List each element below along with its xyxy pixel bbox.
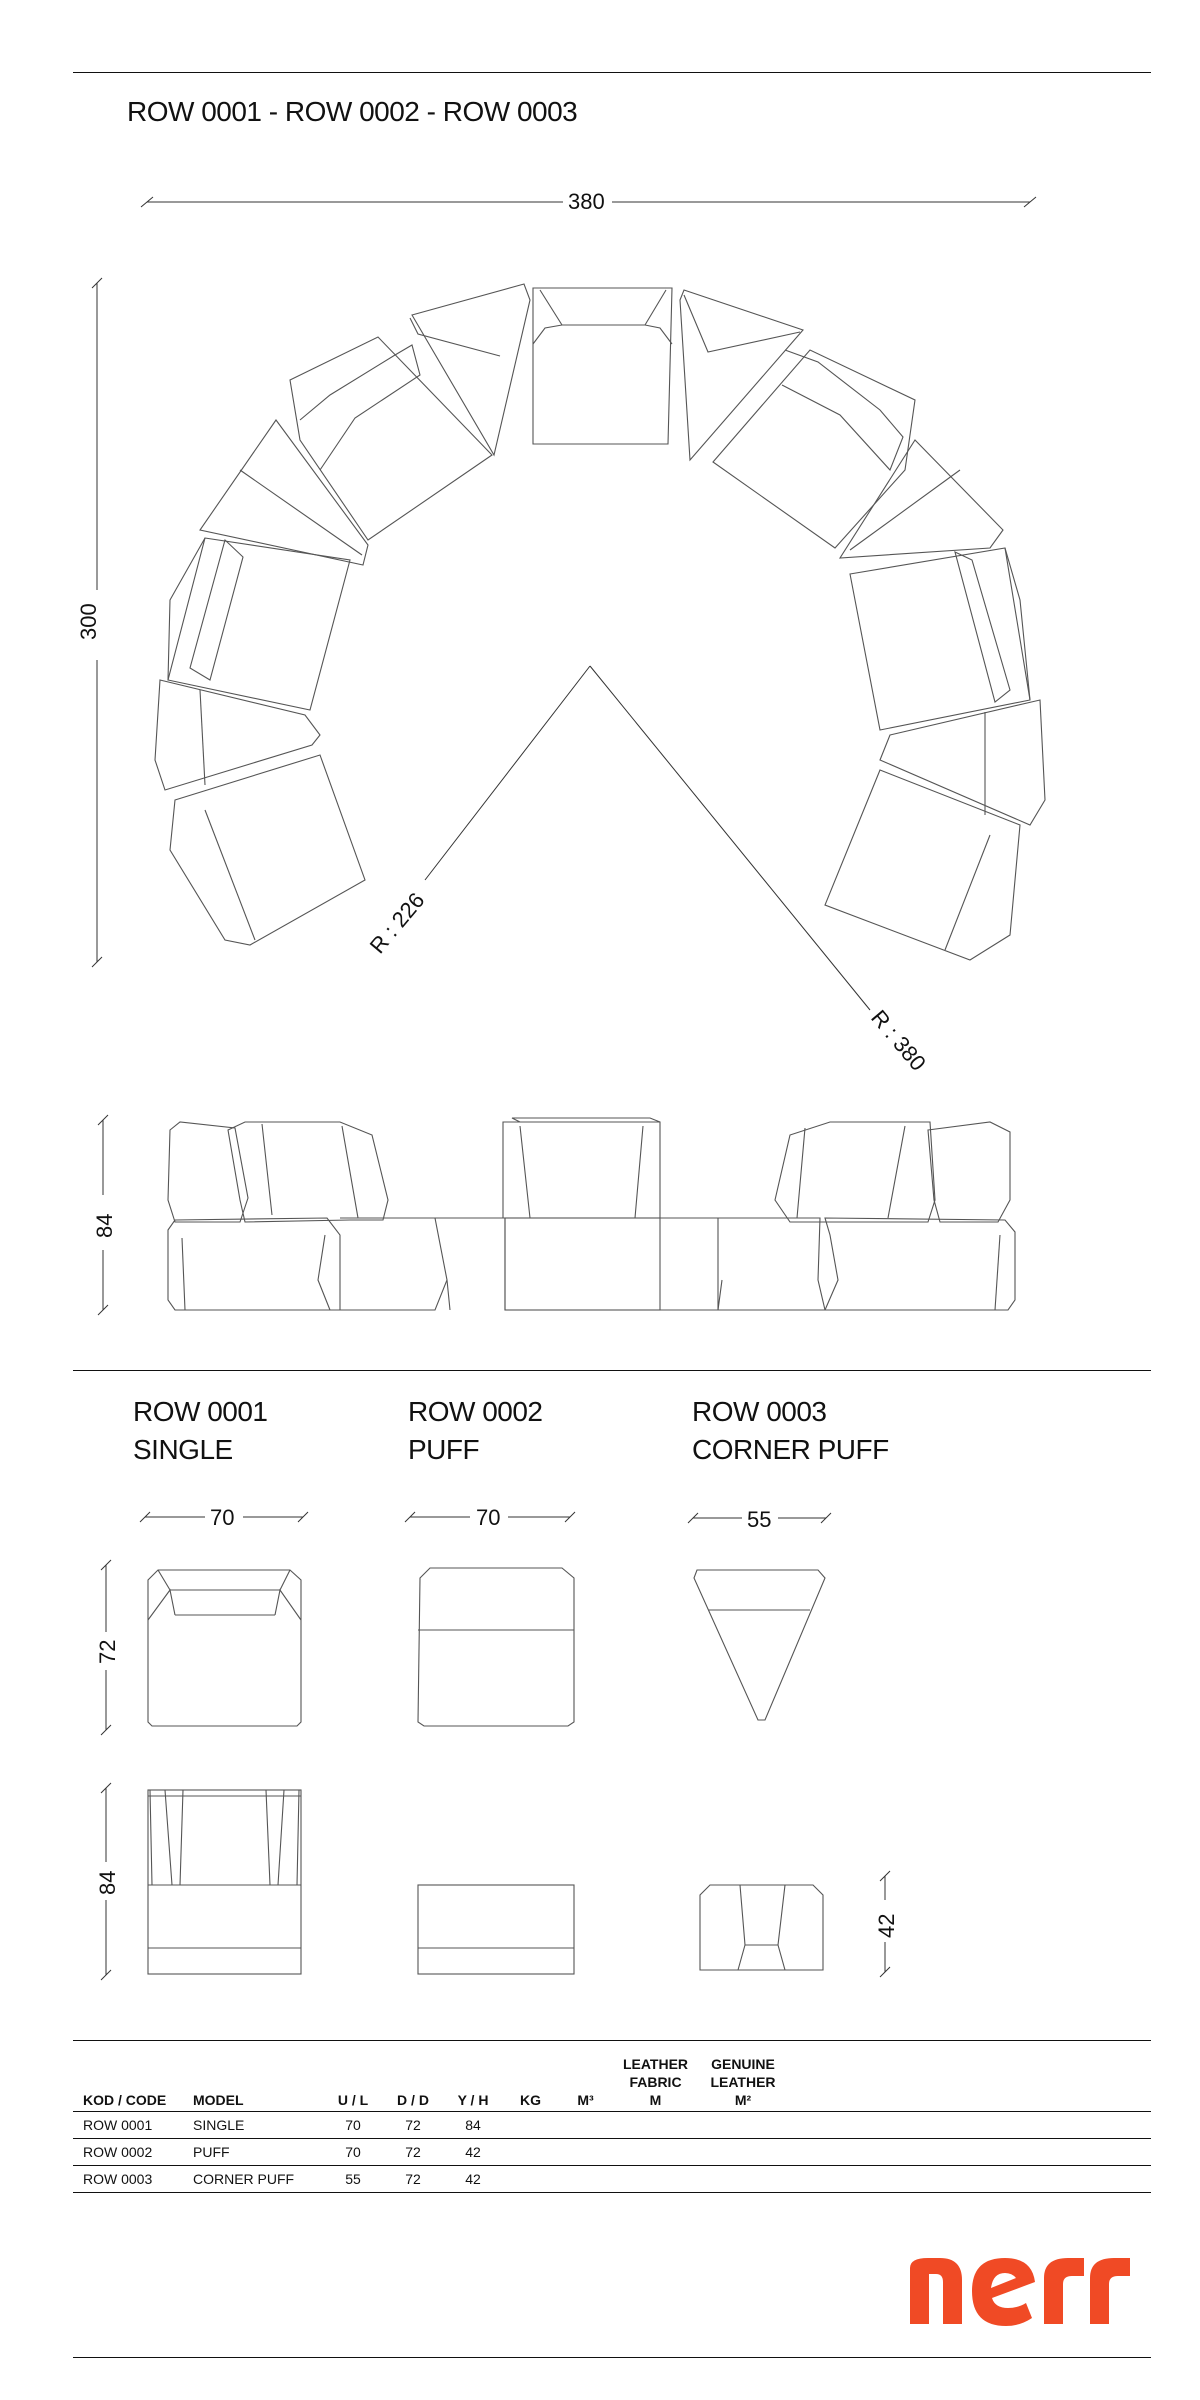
plan-width-label: 380 (568, 189, 605, 214)
single-depth-label: 72 (95, 1639, 120, 1664)
puff-width-label: 70 (476, 1505, 501, 1530)
module-code: ROW 0001 (133, 1396, 268, 1427)
col-code: KOD / CODE (73, 2055, 183, 2112)
module-name: PUFF (408, 1434, 480, 1465)
table-row: ROW 0002 PUFF 70 72 42 (73, 2139, 1151, 2166)
module-code: ROW 0003 (692, 1396, 827, 1427)
table-row: ROW 0003 CORNER PUFF 55 72 42 (73, 2166, 1151, 2193)
table-header-row (73, 2055, 1151, 2112)
col-genuine-leather: GENUINE LEATHER M² (698, 2055, 788, 2112)
single-height-label: 84 (95, 1870, 120, 1895)
module-code: ROW 0002 (408, 1396, 543, 1427)
col-ul: U / L (323, 2055, 383, 2112)
plan-height-label: 300 (76, 603, 101, 640)
corner-puff-plan (694, 1570, 825, 1720)
single-plan (148, 1570, 301, 1726)
col-leather-fabric: LEATHER FABRIC M (613, 2055, 698, 2112)
puff-elevation (418, 1885, 574, 1974)
corner-width-label: 55 (747, 1507, 772, 1532)
corner-height-label: 42 (874, 1913, 899, 1938)
col-yh: Y / H (443, 2055, 503, 2112)
module-name: SINGLE (133, 1434, 233, 1465)
outer-radius-label: R : 380 (866, 1005, 931, 1076)
col-kg: KG (503, 2055, 558, 2112)
inner-radius-label: R : 226 (364, 887, 430, 959)
elevation-height-label: 84 (92, 1213, 117, 1238)
col-model: MODEL (183, 2055, 323, 2112)
spec-table (73, 2055, 1151, 2193)
table-row: ROW 0001 SINGLE 70 72 84 (73, 2112, 1151, 2139)
module-name: CORNER PUFF (692, 1434, 889, 1465)
corner-puff-elevation (700, 1885, 823, 1970)
col-m3: M³ (558, 2055, 613, 2112)
brand-logo (910, 2258, 1130, 2326)
col-dd: D / D (383, 2055, 443, 2112)
puff-plan (418, 1568, 574, 1726)
page-title: ROW 0001 - ROW 0002 - ROW 0003 (127, 96, 578, 127)
single-width-label: 70 (210, 1505, 235, 1530)
single-elevation (148, 1790, 301, 1974)
